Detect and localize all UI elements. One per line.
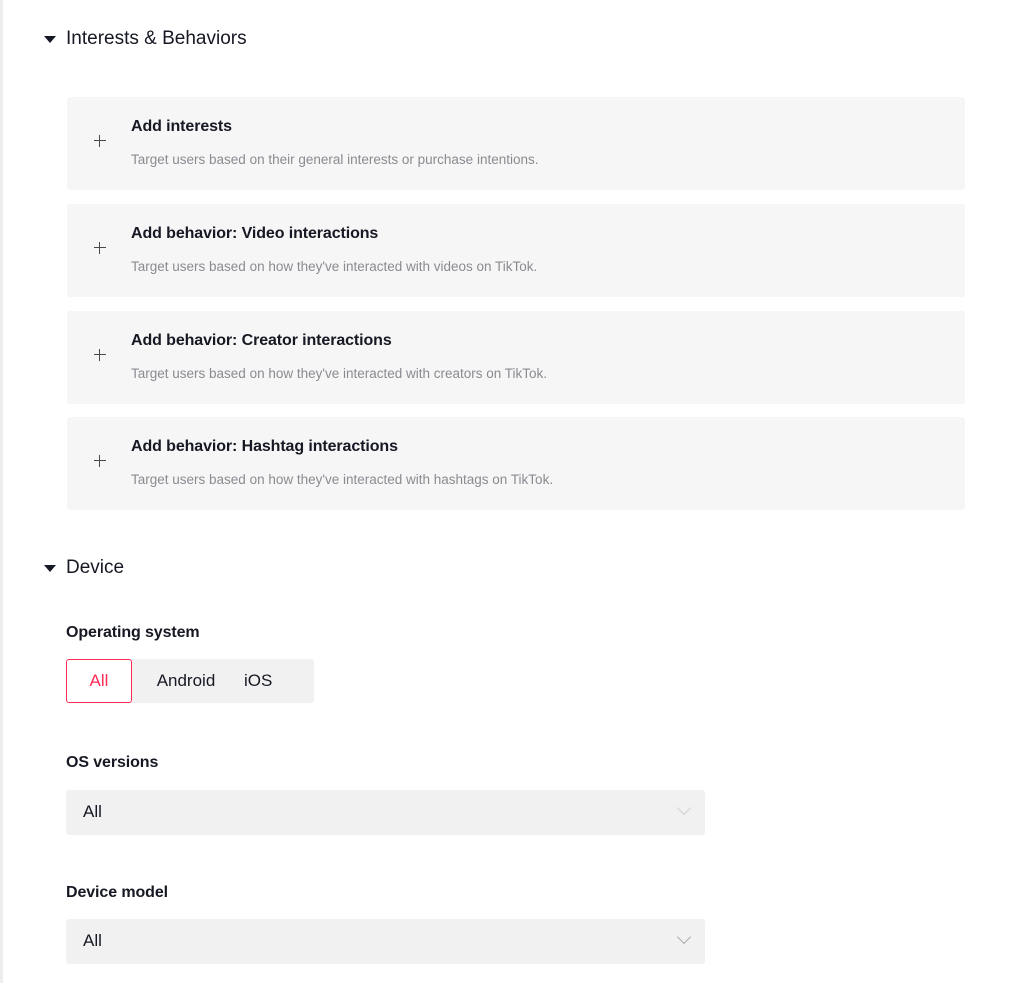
plus-icon (93, 348, 107, 362)
plus-icon (93, 454, 107, 468)
device-model-select[interactable] (66, 919, 705, 964)
card-title: Add behavior: Creator interactions (131, 332, 392, 349)
os-option-android[interactable]: Android (156, 671, 216, 690)
section-title-device: Device (66, 557, 125, 578)
section-title-interests: Interests & Behaviors (66, 28, 247, 49)
device-model-label: Device model (66, 884, 168, 901)
card-description: Target users based on how they've interacted with hashtags on TikTok. (131, 472, 554, 487)
chevron-down-icon (677, 801, 691, 815)
add-creator-interactions-card[interactable] (67, 311, 965, 404)
os-option-all[interactable]: All (66, 659, 132, 703)
plus-icon (93, 134, 107, 148)
device-model-value: All (83, 931, 102, 950)
os-versions-value: All (83, 802, 102, 821)
operating-system-selector (66, 659, 314, 703)
card-title: Add behavior: Video interactions (131, 225, 379, 242)
left-border (0, 0, 3, 983)
os-versions-select[interactable] (66, 790, 705, 835)
caret-down-icon (44, 565, 56, 572)
card-title: Add behavior: Hashtag interactions (131, 438, 398, 455)
chevron-down-icon (677, 930, 691, 944)
plus-icon (93, 241, 107, 255)
add-video-interactions-card[interactable] (67, 204, 965, 297)
os-versions-label: OS versions (66, 754, 159, 771)
card-title: Add interests (131, 118, 232, 135)
os-option-ios[interactable]: iOS (244, 671, 273, 690)
caret-down-icon (44, 36, 56, 43)
card-description: Target users based on how they've interacted with creators on TikTok. (131, 366, 548, 381)
operating-system-label: Operating system (66, 624, 200, 641)
add-hashtag-interactions-card[interactable] (67, 417, 965, 510)
card-description: Target users based on how they've interacted with videos on TikTok. (131, 259, 538, 274)
card-description: Target users based on their general interests or purchase intentions. (131, 152, 539, 167)
add-interests-card[interactable] (67, 97, 965, 190)
device-section-toggle[interactable] (44, 557, 124, 579)
interests-behaviors-section-toggle[interactable] (44, 28, 247, 50)
